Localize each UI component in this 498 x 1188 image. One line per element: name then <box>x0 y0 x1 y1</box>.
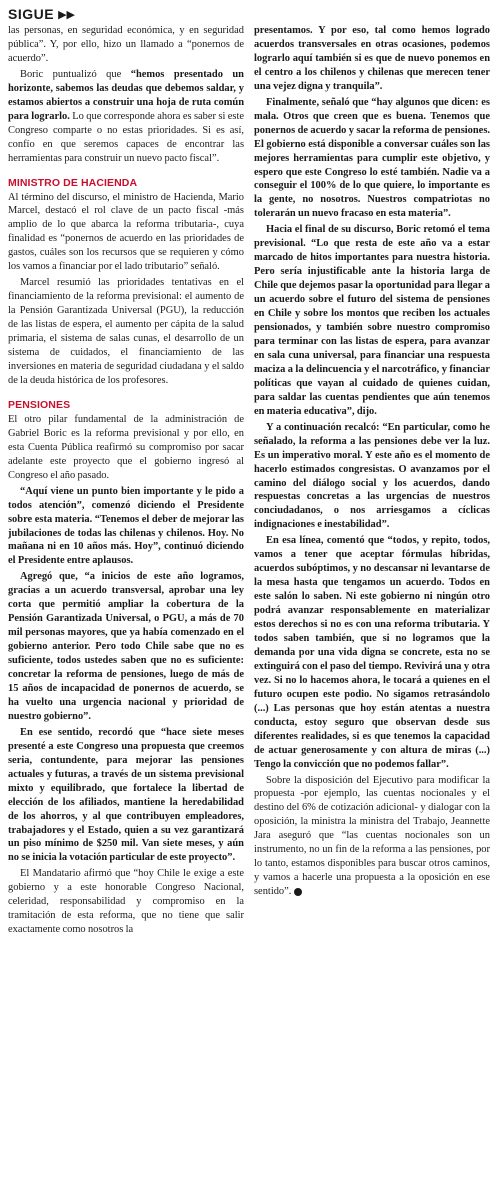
paragraph: “Aquí viene un punto bien importante y le pido a todos atención”, comenzó diciendo el Presidente sobre esta materia. “Tenemos el deber de mejorar las jubilaciones de todas las chilenas y chilenos. Hoy. No mañana ni en 10 años más. Hoy”, continuó diciendo el Presidente entre aplausos. <box>8 485 244 567</box>
left-column <box>8 24 244 1184</box>
double-arrow-icon: ▶▶ <box>58 7 75 21</box>
section-heading-pensiones: PENSIONES <box>8 398 71 411</box>
continuation-header <box>8 4 75 24</box>
paragraph: presentamos. Y por eso, tal como hemos logrado acuerdos transversales en otras ocasiones, podemos lograrlo aquí también si es que de nuevo ponemos en el centro a los chilenos y chilenas que merecen tener una vejez digna y tranquila”. <box>254 25 490 92</box>
paragraph: Finalmente, señaló que “hay algunos que dicen: es mala. Otros que creen que es buena. Tenemos que ponernos de acuerdo y sacar la reforma de pensiones. El gobierno está disponible a conversar cuáles son las mejores herramientas para cumplir este objetivo, y espero que este Congreso lo esté también. Nadie va a conseguir el 100% de lo que quiere, lo importante es la gente, no nosotros. Nuestros compatriotas no tolerarán un nuevo fracaso en esta materia”. <box>254 96 490 220</box>
sigue-label: SIGUE <box>8 6 55 22</box>
text-run: Boric puntualizó que <box>20 68 131 80</box>
paragraph: El otro pilar fundamental de la administración de Gabriel Boric es la reforma previsional y por ello, en esta Cuenta Pública reafirmó su compromiso por sacar adelante este proyecto que el gobierno ingresó al Congreso el año pasado. <box>8 413 244 481</box>
bold-quote: “hemos presentado un horizonte, sabemos las deudas que debemos saldar, y estamos abiertos a construir una hoja de ruta común para lograrlo. <box>8 68 244 122</box>
paragraph: En ese sentido, recordó que “hace siete meses presenté a este Congreso una propuesta que creemos seria, contundente, para mejorar las pensiones actuales y futuras, a través de un sistema previsional mixto y equilibrado, que fortalece la libertad de elección de los afiliados, mantiene la heredabilidad de los ahorros, y al que contribuyen empleadores, trabajadores y el Estado, quien a su vez garantizará un piso mínimo de $250 mil. Van siete meses, y aún no se inicia la votación particular de este proyecto”. <box>8 726 244 864</box>
paragraph: En esa línea, comentó que “todos, y repito, todos, vamos a tener que aceptar fórmulas híbridas, acuerdos subóptimos, y no descansar ni levantarse de la mesa hasta que tengamos un acuerdo. Todos en este salón lo saben. Ni este gobierno ni ningún otro podrá avanzar responsablemente en materializar estos derechos si no es con una reforma tributaria. Y todos saben también, que si no logramos que la demanda por una vida digna se concrete, esta no se extinguirá con el paso del tiempo. Revivirá una y otra vez. Si no lo hacemos ahora, le tocará a quienes en el futuro ocupen este podio. No sigamos retrasándolo (...) Las personas que hoy están atentas a nuestra conducta, estoy seguro que observan desde sus diferentes realidades, si es que tenemos la capacidad de actuar generosamente y con altura de miras (...) Tengo la convicción que no podemos fallar”. <box>254 535 490 770</box>
paragraph <box>8 68 244 166</box>
section-heading-hacienda: MINISTRO DE HACIENDA <box>8 176 138 189</box>
text-run: Sobre la disposición del Ejecutivo para modificar la propuesta -por ejemplo, las cuentas nocionales y el destino del 6% de cotización adicional- y dialogar con la oposición, la ministra la ministra del Trabajo, Jeannette Jara aseguró que “las cuentas nocionales son un instrumento, no un fin de la reforma a las pensiones, por lo tanto, estamos disponibles para buscar otros caminos, y vamos a hacerle una propuesta a la oposición en ese sentido”. <box>254 774 490 898</box>
paragraph: Marcel resumió las prioridades tentativas en el financiamiento de la reforma previsional: el aumento de la Pensión Garantizada Universal (PGU), la reducción de las listas de espera, el aumento per cápita de la salud primaria, el sistema de salas cunas, el desarrollo de un sistema de cuidados, el financiamiento de las inversiones en materia de seguridad ciudadana y el saldo de la deuda histórica de los profesores. <box>8 277 244 386</box>
paragraph: Al término del discurso, el ministro de Hacienda, Mario Marcel, destacó el rol clave de un pacto fiscal -más amplio de lo que abarca la reforma tributaria-, cuya finalidad es “ponernos de acuerdo en las prioridades de gastos, cuáles son los recursos que se requieren y cómo los vamos a financiar por el lado tributario” señaló. <box>8 191 244 273</box>
article-body <box>8 24 490 1184</box>
paragraph: Agregó que, “a inicios de este año logramos, gracias a un acuerdo transversal, aprobar una ley corta que permitió ampliar la cobertura de la Pensión Garantizada Universal, o PGU, a más de 70 mil personas mayores, que ya había comenzado en el gobierno anterior. Pero todo Chile sabe que no es suficiente, todos ustedes saben que no es suficiente: concretar la reforma de pensiones, luego de más de 15 años de incapacidad de ponernos de acuerdo, se ha vuelto una urgencia nacional y prioridad de nuestro gobierno”. <box>8 571 244 722</box>
paragraph: Y a continuación recalcó: “En particular, como he señalado, la reforma a las pensiones debe ver la luz. Es un imperativo moral. Y este año es el momento de hacerlo estimados congresistas. O avanzamos por el camino del diálogo social y los acuerdos, dando respuestas concretas a las urgencias de nuestros conciudadanos, o nos arriesgamos a cíclicas indignaciones e inestabilidad”. <box>254 421 490 531</box>
paragraph: las personas, en seguridad económica, y en seguridad pública”. Y, por ello, hizo un llamado a “ponernos de acuerdo”. <box>8 25 244 64</box>
text-run: Lo que corresponde ahora es saber si este Congreso comparte o no estas prioridades. Si es así, confío en que seremos capaces de encontrar las herramientas para construir un nuevo pacto fiscal”. <box>8 110 244 164</box>
right-column <box>254 24 490 1184</box>
paragraph: Hacia el final de su discurso, Boric retomó el tema previsional. “Lo que resta de este año va a estar marcado de hitos importantes para nuestra historia. Pero sería injustificable ante la historia larga de Chile que dejemos pasar la oportunidad para llegar a un acuerdo sobre el futuro del sistema de pensiones en Chile y sobre los montos que reciben los actuales pensionados, y también sobre nuestro compromiso para terminar con las listas de espera, para avanzar en sala cuna universal, para financiar una respuesta maciza a la delincuencia y el narcotráfico, y financiar políticas que vayan al cuidado de quienes cuidan, para saldar las cuentas pendientes que aún tenemos en materia educativa”, dijo. <box>254 224 490 417</box>
paragraph: El Mandatario afirmó que “hoy Chile le exige a este gobierno y a este honorable Congreso Nacional, celeridad, responsabilidad y compromiso en la tramitación de esta reforma, que no tiene que salir exactamente como nosotros la <box>8 868 244 936</box>
end-of-article-icon <box>294 888 302 896</box>
paragraph <box>254 774 490 900</box>
